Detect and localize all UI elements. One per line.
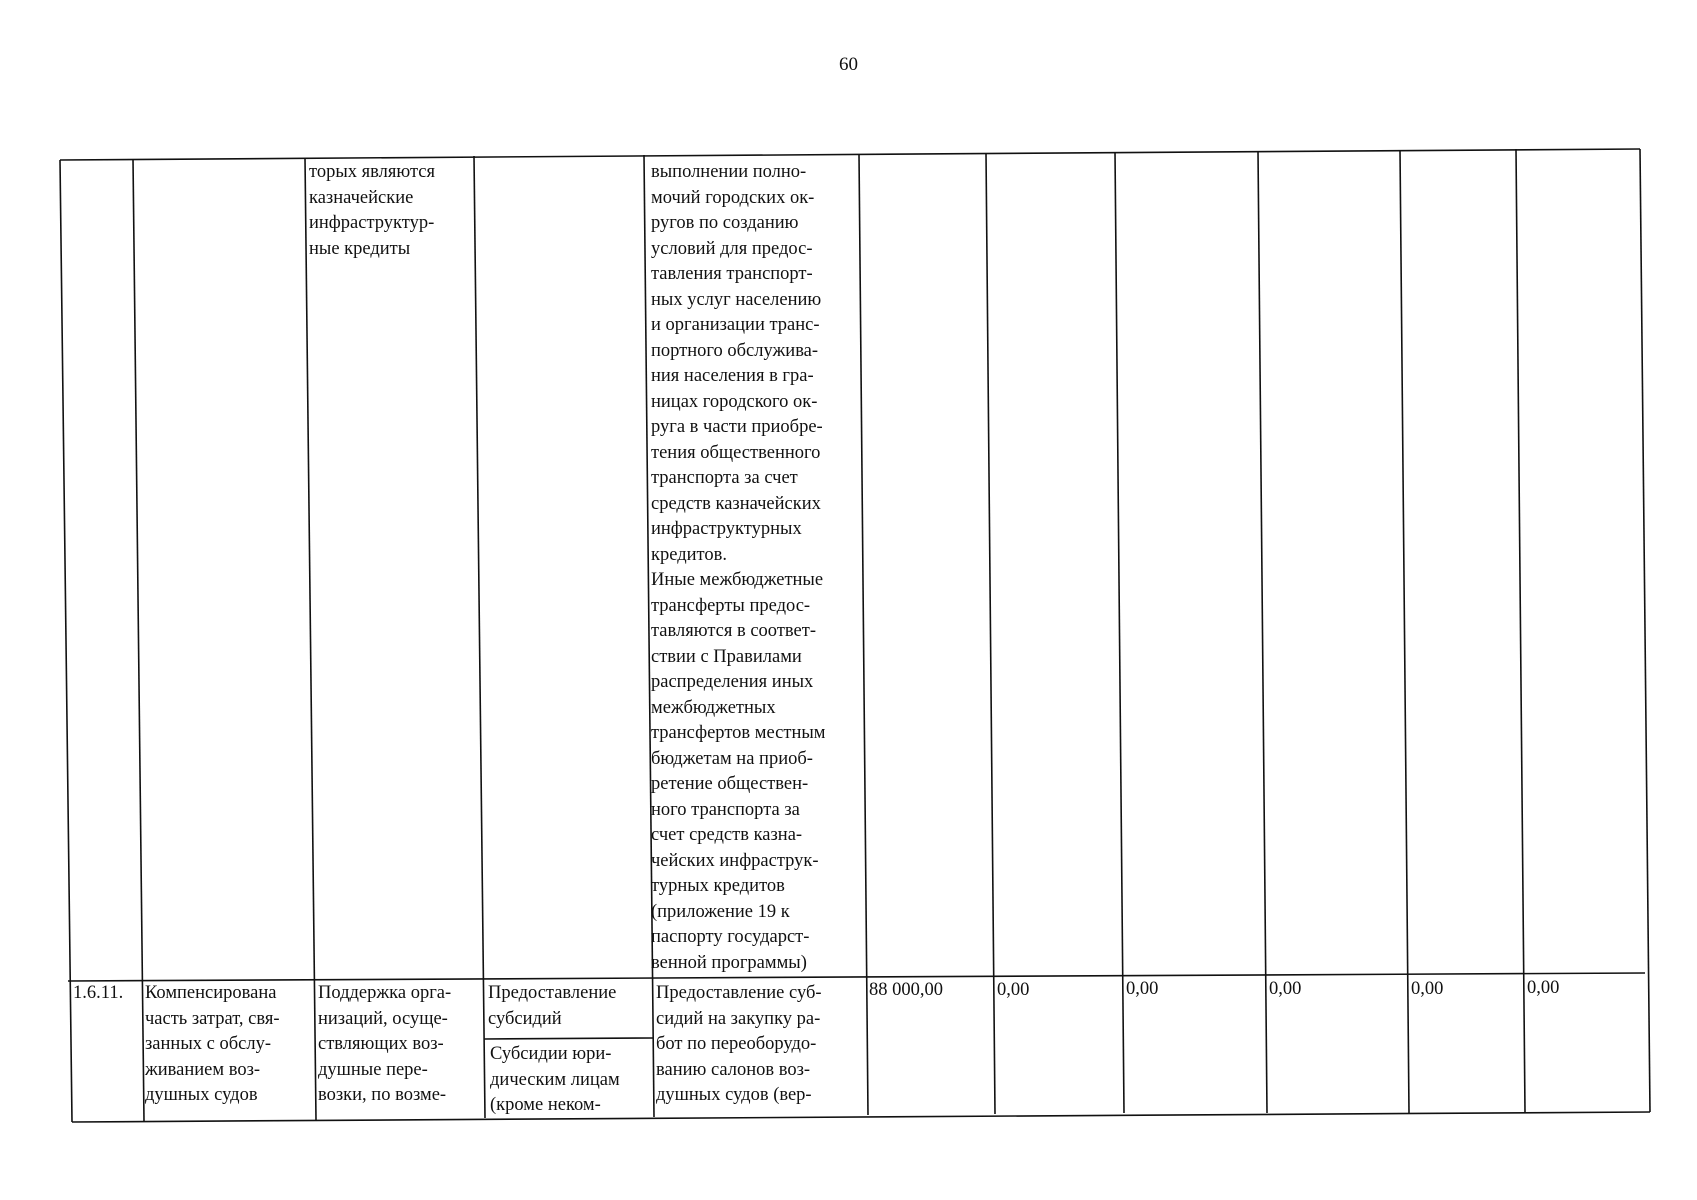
details-cell: Предоставление суб- сидий на закупку ра- бот по переоборудо- ванию салонов воз- душных судов (вер- (656, 983, 822, 1105)
amount-cell: 0,00 (1126, 979, 1159, 999)
description-cell: Поддержка орга- низаций, осуще- ствляющих воз- душные пере- возки, по возме- (318, 983, 452, 1105)
amount-cell: 0,00 (997, 980, 1030, 1000)
amount-cell: 0,00 (1269, 979, 1302, 999)
result-cell: Компенсирована часть затрат, свя- занных с обслу- живанием воз- душных судов (145, 983, 280, 1105)
condition-cell: торых являются казначейские инфраструктур- ные кредиты (309, 162, 435, 259)
amount-cell: 0,00 (1527, 978, 1560, 998)
amount-cell: 0,00 (1411, 979, 1444, 999)
mechanism-cell: выполнении полно- мочий городских ок- ругов по созданию условий для предос- тавления транспорт- ных услуг населению и организации транс- портного обслужива- ния населения в гра- ницах городского ок- руга в части приобре- тения общественного транспорта за счет средств казначейских инфраструктурных кредитов. Иные межбюджетные трансферты предос- тавляются в соответ- ствии с Правилами распределения иных межбюджетных трансфертов местным бюджетам на приоб- ретение обществен- ного транспорта за счет средств казна- чейских инфраструк- турных кредитов (приложение 19 к паспорту государст- венной программы) (651, 162, 826, 973)
page-number: 60 (839, 54, 858, 75)
subsidy-recipient-cell: Субсидии юри- дическим лицам (кроме неком- (490, 1044, 620, 1115)
amount-cell: 88 000,00 (869, 980, 943, 1000)
row-number: 1.6.11. (73, 983, 124, 1003)
support-type-cell: Предоставление субсидий (488, 983, 617, 1029)
